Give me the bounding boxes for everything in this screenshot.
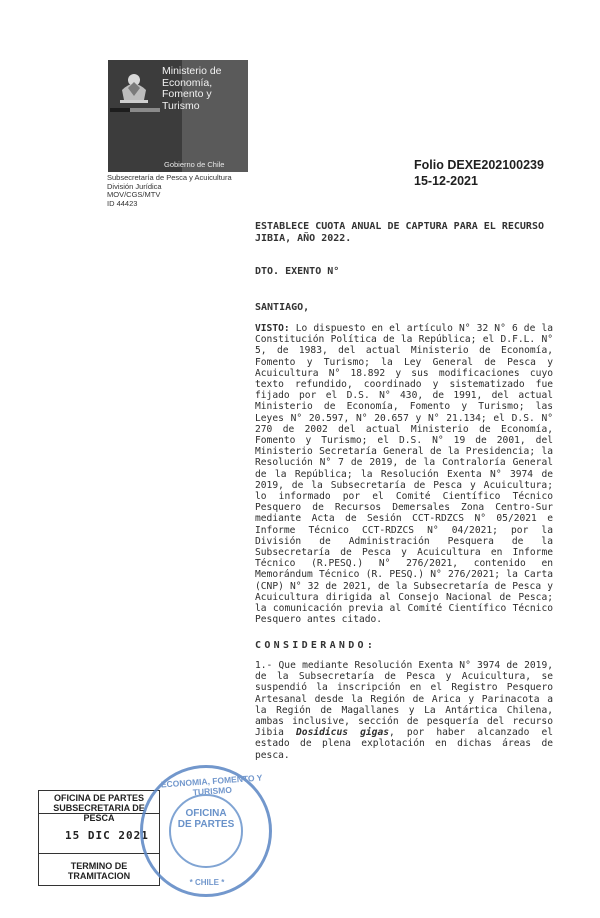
seal-center-text <box>171 808 241 830</box>
seal-center-line2: DE PARTES <box>177 819 235 830</box>
visto-label: VISTO: <box>255 323 290 334</box>
stamp-term: TERMINO DE TRAMITACION <box>67 861 131 881</box>
stamp-date: 15 DIC 2021 <box>65 829 149 842</box>
ministry-name: Ministerio de Economía, Fomento y Turismo <box>162 65 222 112</box>
coat-of-arms-icon <box>114 66 154 106</box>
considerando-1-tail: , por haber alcanzado el estado de plena explotación en dichas áreas de pesca. <box>255 727 554 761</box>
flag-stripe-icon <box>110 108 160 112</box>
folio-number: Folio DEXE202100239 <box>414 158 544 172</box>
stamp-divider <box>39 813 159 814</box>
stamp-office-line2: SUBSECRETARIA DE PESCA <box>53 803 145 823</box>
ref-code: MOV/CGS/MTV <box>107 190 161 200</box>
folio-date: 15-12-2021 <box>414 174 478 188</box>
issuer-info <box>107 174 232 208</box>
document-id: ID 44423 <box>107 198 138 208</box>
division: División Jurídica <box>107 181 162 191</box>
species-name: Dosidicus gigas <box>296 727 390 739</box>
seal-top-text: ECONOMIA, FOMENTO Y TURISMO <box>160 772 263 798</box>
considerando-1-text: 1.- Que mediante Resolución Exenta N° 3974 de 2019, de la Subsecretaría de Pesca y Acuicultura, se suspendió la inscripción en el Registro Pesquero Artesanal desde la Región de Arica y Parinacota a la Región de Magallanes y La Antártica Chilena, ambas inclusive, sección de pesquería del recurso Jibia <box>255 660 553 739</box>
official-seal <box>140 765 272 897</box>
folio-block <box>414 157 544 189</box>
document-title: ESTABLECE CUOTA ANUAL DE CAPTURA PARA EL RECURSO JIBIA, AÑO 2022. <box>255 221 544 244</box>
gobierno-label: Gobierno de Chile <box>164 160 225 169</box>
seal-inner-ring <box>169 794 243 868</box>
seal-bottom-text: * CHILE * <box>189 878 225 887</box>
seal-center-line1: OFICINA <box>185 808 227 819</box>
visto-text: Lo dispuesto en el artículo N° 32 N° 6 de la Constitución Política de la República; el D.F.L. N° 5, de 1983, del actual Ministerio de Economía, Fomento y Turismo; la Ley General de Pesca y Acuicultura N° 18.892 y sus modificaciones cuyo texto refundido, coordinado y sistematizado fue fijado por el D.S. N° 430, de 1991, del actual Ministerio de Economía, Fomento y Turismo; las Leyes N° 20.597, N° 20.657 y N° 21.134; el D.S. N° 270 de 2002 del actual Ministerio de Economía, Fomento y Turismo; el D.S. N° 19 de 2001, del Ministerio Secretaría General de la Presidencia; la Resolución N° 7 de 2019, de la Contraloría General de la República; la Resolución Exenta N° 3974 de 2019, de la Subsecretaría de Pesca y Acuicultura; lo informado por el Comité Científico Técnico Pesquero de Recursos Demersales Zona Centro-Sur mediante Acta de Sesión CCT-RDZCS N° 05/2021 e Informe Técnico CCT-RDZCS N° 04/2021; por la División de Administración Pesquera de la Subsecretaría de Pesca y Acuicultura en Informe Técnico (R.PESQ.) N° 276/2021, contenido en Memorándum Técnico (R. PESQ.) N° 276/2021; la Carta (CNP) N° 32 de 2021, de la Subsecretaría de Pesca y Acuicultura dirigida al Consejo Nacional de Pesca; la comunicación previa al Comité Científico Técnico Pesquero antes citado. <box>255 323 553 626</box>
stamp-office-line1: OFICINA DE PARTES <box>53 793 144 803</box>
decree-number: DTO. EXENTO N° <box>255 266 340 277</box>
visto-paragraph <box>255 323 553 625</box>
stamp-divider <box>39 853 159 854</box>
considerando-1-paragraph <box>255 660 553 761</box>
considerando-heading: CONSIDERANDO: <box>255 640 377 651</box>
subsecretaria: Subsecretaría de Pesca y Acuicultura <box>107 173 232 182</box>
city: SANTIAGO, <box>255 302 310 313</box>
